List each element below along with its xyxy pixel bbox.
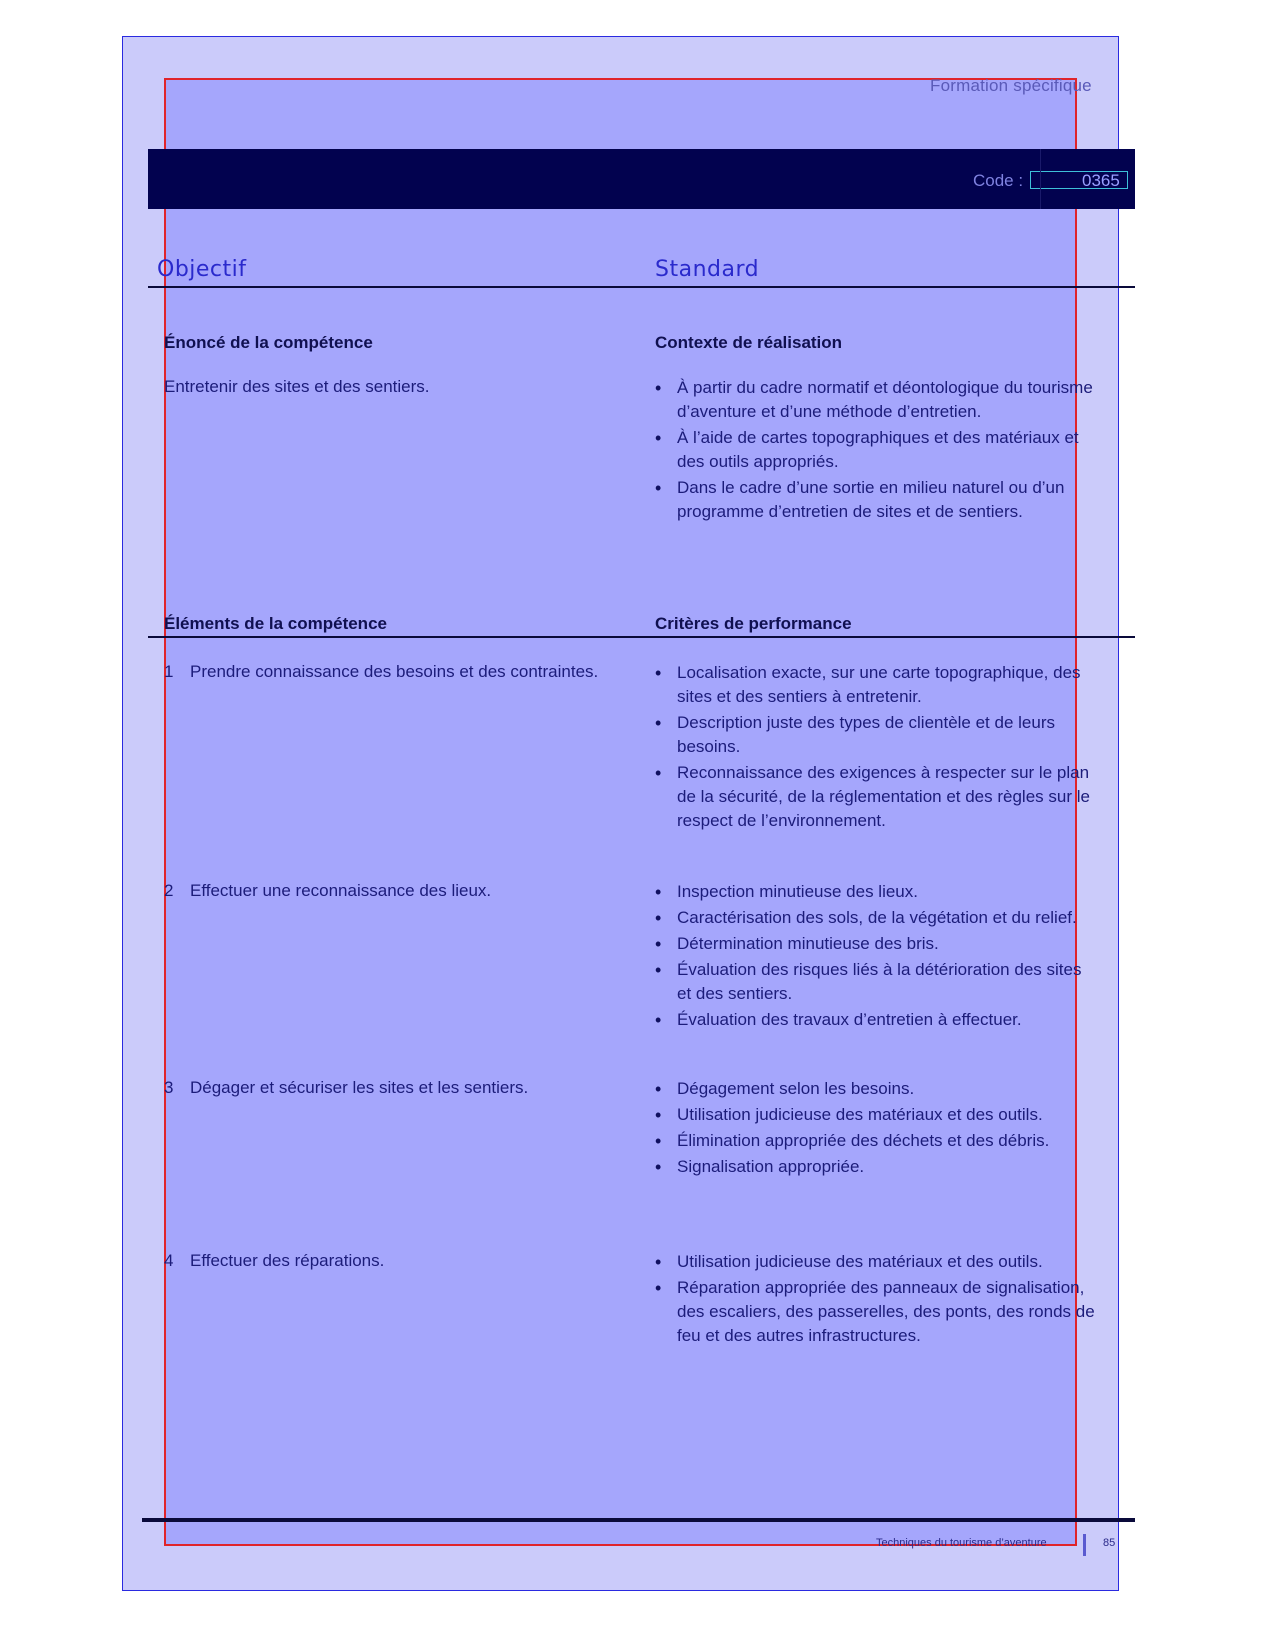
code-value: 0365 — [1082, 171, 1120, 190]
criterion-item: • Signalisation appropriée. — [655, 1155, 1095, 1179]
criterion-item: • Évaluation des risques liés à la détérioration des sites et des sentiers. — [655, 958, 1095, 1006]
contexte-heading: Contexte de réalisation — [655, 333, 843, 352]
code-label: Code : — [973, 171, 1024, 190]
contexte-item: • À partir du cadre normatif et déontologique du tourisme d’aventure et d’une méthode d’entretien. — [655, 376, 1095, 424]
element-number: 4 — [164, 1251, 174, 1270]
element-text: Dégager et sécuriser les sites et les sentiers. — [190, 1078, 529, 1097]
element-text: Effectuer des réparations. — [190, 1251, 385, 1270]
criterion-item: • Élimination appropriée des déchets et des débris. — [655, 1129, 1095, 1153]
criteres-heading: Critères de performance — [655, 614, 852, 633]
page-number: 85 — [1103, 1537, 1116, 1549]
element-number: 2 — [164, 881, 174, 900]
criterion-item: • Utilisation judicieuse des matériaux et des outils. — [655, 1103, 1095, 1127]
enonce-text: Entretenir des sites et des sentiers. — [164, 377, 430, 396]
criteria-list — [655, 880, 1095, 1034]
elements-rule — [148, 636, 1135, 638]
criteria-list — [655, 1250, 1095, 1350]
criterion-item: • Inspection minutieuse des lieux. — [655, 880, 1095, 904]
enonce-heading: Énoncé de la compétence — [164, 333, 373, 352]
criterion-item: • Localisation exacte, sur une carte topographique, des sites et des sentiers à entretenir. — [655, 661, 1095, 709]
criterion-item: • Dégagement selon les besoins. — [655, 1077, 1095, 1101]
criterion-item: • Reconnaissance des exigences à respecter sur le plan de la sécurité, de la réglementation et des règles sur le respect de l’environnement. — [655, 761, 1095, 833]
criterion-item: • Évaluation des travaux d’entretien à effectuer. — [655, 1008, 1095, 1032]
element-number: 1 — [164, 662, 174, 681]
contexte-list — [655, 376, 1095, 526]
element-text: Effectuer une reconnaissance des lieux. — [190, 881, 492, 900]
criterion-item: • Caractérisation des sols, de la végétation et du relief. — [655, 906, 1095, 930]
footer-rule — [142, 1518, 1135, 1522]
program-label: Formation spécifique — [930, 76, 1092, 95]
criterion-item: • Réparation appropriée des panneaux de signalisation, des escaliers, des passerelles, des ponts, des ronds de feu et des autres infrastructures. — [655, 1276, 1095, 1348]
section-standard: Standard — [655, 257, 760, 282]
elements-heading: Éléments de la compétence — [164, 614, 387, 633]
criterion-item: • Description juste des types de clientèle et de leurs besoins. — [655, 711, 1095, 759]
element-text: Prendre connaissance des besoins et des contraintes. — [190, 662, 599, 681]
criteria-list — [655, 661, 1095, 835]
code-separator — [1040, 149, 1041, 209]
criterion-item: • Utilisation judicieuse des matériaux et des outils. — [655, 1250, 1095, 1274]
footer-marker — [1083, 1534, 1086, 1556]
criterion-item: • Détermination minutieuse des bris. — [655, 932, 1095, 956]
section-objectif: Objectif — [157, 257, 247, 282]
criteria-list — [655, 1077, 1095, 1181]
section-rule — [148, 286, 1135, 288]
footer-title: Techniques du tourisme d’aventure — [876, 1537, 1047, 1549]
element-number: 3 — [164, 1078, 174, 1097]
contexte-item: • À l’aide de cartes topographiques et des matériaux et des outils appropriés. — [655, 426, 1095, 474]
contexte-item: • Dans le cadre d’une sortie en milieu naturel ou d’un programme d’entretien de sites et de sentiers. — [655, 476, 1095, 524]
